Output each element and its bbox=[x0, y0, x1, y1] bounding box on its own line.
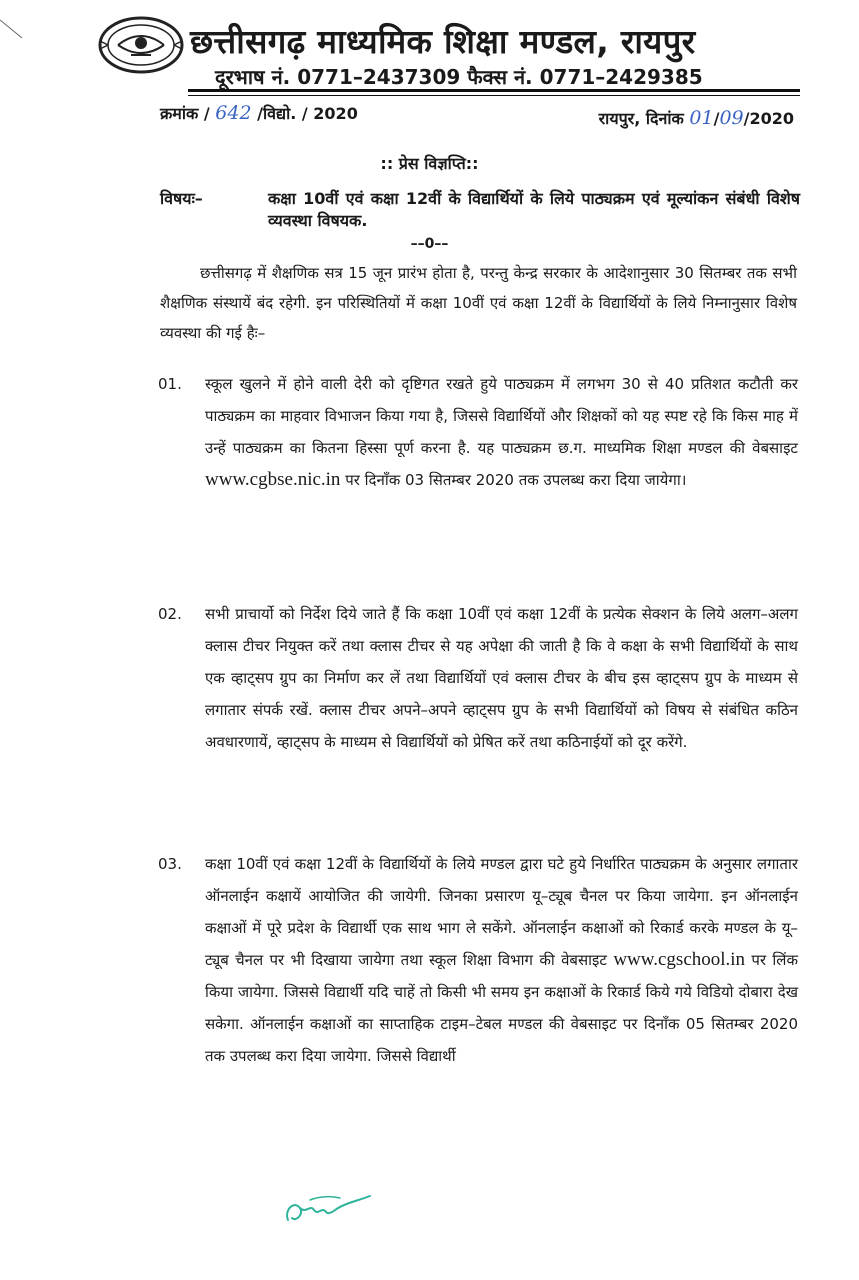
subject-block bbox=[160, 188, 800, 232]
reference-handwritten-number: 642 bbox=[215, 102, 252, 124]
header-rule-thick bbox=[188, 89, 800, 92]
subject-label: विषयः– bbox=[160, 189, 203, 208]
scan-edge-mark bbox=[0, 18, 24, 42]
item-number: 01. bbox=[158, 375, 182, 393]
reference-prefix: क्रमांक / bbox=[160, 104, 210, 123]
contact-numbers: दूरभाष नं. 0771–2437309 फैक्स नं. 0771–2429385 bbox=[215, 65, 703, 89]
subject-text: कक्षा 10वीं एवं कक्षा 12वीं के विद्यार्थियों के लिये पाठ्यक्रम एवं मूल्यांकन संबंधी विशेष व्यवस्था विषयक. bbox=[268, 189, 800, 230]
item-number: 03. bbox=[158, 855, 182, 873]
website-link-text: www.cgbse.nic.in bbox=[205, 469, 341, 490]
item-number: 02. bbox=[158, 605, 182, 623]
reference-suffix: /विद्यो. / 2020 bbox=[257, 104, 358, 123]
website-link-text: www.cgschool.in bbox=[613, 949, 746, 970]
item-text: कक्षा 10वीं एवं कक्षा 12वीं के विद्यार्थियों के लिये मण्डल द्वारा घटे हुये निर्धारित पाठ्यक्रम के अनुसार लगातार ऑनलाईन कक्षायें आयोजित की जायेगी. जिनका प्रसारण यू–ट्यूब चैनल पर किया जायेगा. इन ऑनलाईन कक्षाओं में पूरे प्रदेश के विद्यार्थी एक साथ भाग ले सकेंगे. ऑनलाईन कक्षाओं को रिकार्ड करके मण्डल के यू–ट्यूब चैनल पर भी दिखाया जायेगा तथा स्कूल शिक्षा विभाग की वेबसाइट www.cgschool.in पर लिंक किया जायेगा. जिससे विद्यार्थी यदि चाहें तो किसी भी समय इन कक्षाओं के रिकार्ड किये गये विडियो दोबारा देख सकेगा. ऑनलाईन कक्षाओं का साप्ताहिक टाइम–टेबल मण्डल की वेबसाइट पर दिनाँक 05 सितम्बर 2020 तक उपलब्ध करा दिया जायेगा. जिससे विद्यार्थी bbox=[205, 855, 798, 1065]
board-emblem-logo bbox=[98, 15, 184, 75]
date-prefix: रायपुर, दिनांक bbox=[598, 109, 684, 128]
handwritten-signature bbox=[280, 1190, 375, 1230]
date-month: 09 bbox=[719, 107, 744, 129]
intro-paragraph: छत्तीसगढ़ में शैक्षणिक सत्र 15 जून प्रारंभ होता है, परन्तु केन्द्र सरकार के आदेशानुसार 30 सितम्बर तक सभी शैक्षणिक संस्थायें बंद रहेगी. इन परिस्थितियों में कक्षा 10वीं एवं कक्षा 12वीं के विद्यार्थियों के लिये निम्नानुसार विशेष व्यवस्था की गई हैः– bbox=[160, 264, 797, 342]
list-item bbox=[158, 598, 798, 758]
reference-number bbox=[160, 102, 358, 124]
item-text: स्कूल खुलने में होने वाली देरी को दृष्टिगत रखते हुये पाठ्यक्रम में लगभग 30 से 40 प्रतिशत कटौती कर पाठ्यक्रम का माहवार विभाजन किया गया है, जिससे विद्यार्थियों और शिक्षकों को यह स्पष्ट रहे कि किस माह में उन्हें पाठ्यक्रम का कितना हिस्सा पूर्ण करना है. यह पाठ्यक्रम छ.ग. माध्यमिक शिक्षा मण्डल की वेबसाइट www.cgbse.nic.in पर दिनाँक 03 सितम्बर 2020 तक उपलब्ध करा दिया जायेगा। bbox=[205, 375, 798, 490]
list-item bbox=[158, 368, 798, 496]
date-year: /2020 bbox=[743, 109, 794, 128]
organization-title: छत्तीसगढ़ माध्यमिक शिक्षा मण्डल, रायपुर bbox=[190, 22, 696, 61]
press-release-heading: :: प्रेस विज्ञप्ति:: bbox=[380, 154, 479, 173]
header-rule-thin bbox=[188, 95, 800, 96]
item-text: सभी प्राचार्यो को निर्देश दिये जाते हैं कि कक्षा 10वीं एवं कक्षा 12वीं के प्रत्येक सेक्शन के लिये अलग–अलग क्लास टीचर नियुक्त करें तथा क्लास टीचर से यह अपेक्षा की जाती है कि वे कक्षा के सभी विद्यार्थियों के साथ एक व्हाट्सप ग्रुप का निर्माण कर लें तथा विद्यार्थियों एवं क्लास टीचर के बीच इस व्हाट्सप ग्रुप के माध्यम से लगातार संपर्क रखें. क्लास टीचर अपने–अपने व्हाट्सप ग्रुप के सभी विद्यार्थियों को विषय से संबंधित कठिन अवधारणायें, व्हाट्सप के माध्यम से विद्यार्थियों को प्रेषित करें तथा कठिनाईयों को दूर करेंगे. bbox=[205, 605, 798, 751]
issue-date: रायपुर, दिनांक 01/09/2020 bbox=[598, 107, 794, 129]
section-separator: ––0–– bbox=[410, 236, 449, 252]
list-item bbox=[158, 848, 798, 1072]
date-day: 01 bbox=[689, 107, 714, 129]
